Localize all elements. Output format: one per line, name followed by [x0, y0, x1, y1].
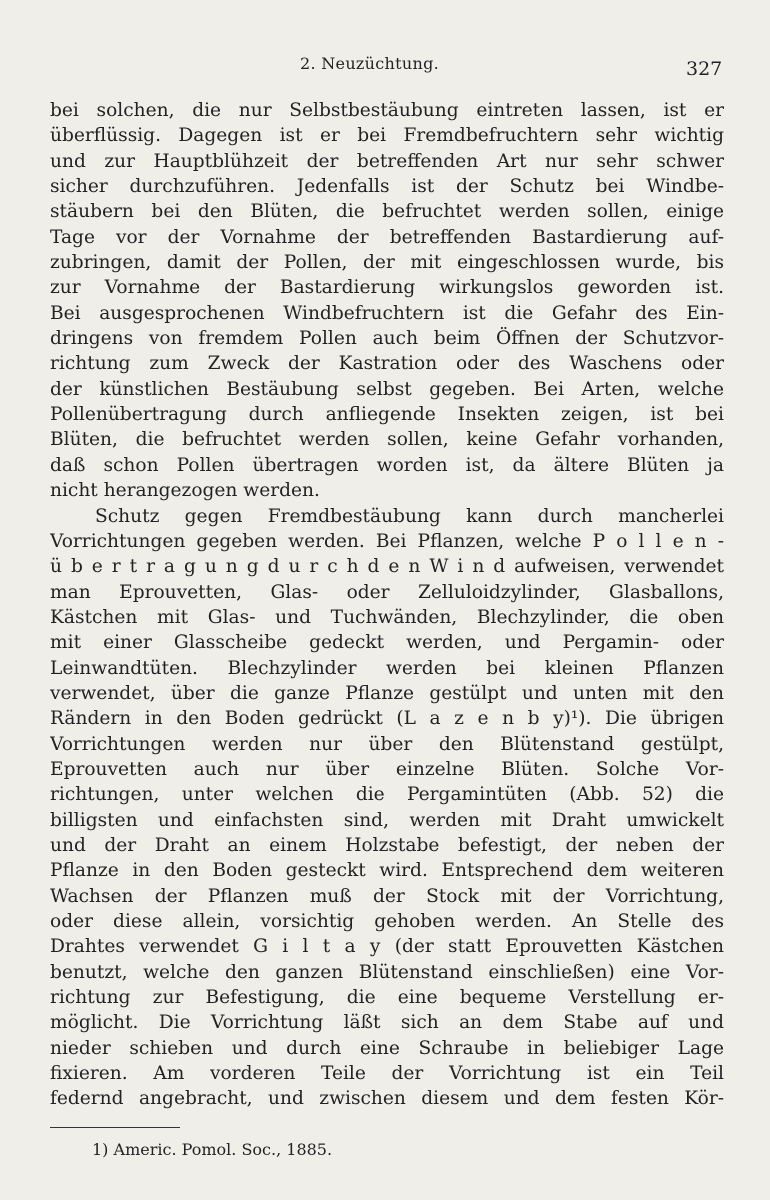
- text-line: mit einer Glasscheibe gedeckt werden, und Pergamin- oder: [50, 632, 724, 654]
- text-line: Bei ausgesprochenen Windbefruchtern ist die Gefahr des Ein-: [50, 302, 724, 324]
- text-line: Schutz gegen Fremdbestäubung kann durch mancherlei: [95, 505, 724, 527]
- text-line: zur Vornahme der Bastardierung wirkungslos geworden ist.: [50, 277, 724, 299]
- text-line: federnd angebracht, und zwischen diesem und dem festen Kör-: [50, 1088, 724, 1110]
- text-line: und zur Hauptblühzeit der betreffenden Art nur sehr schwer: [50, 150, 724, 172]
- text-line: und der Draht an einem Holzstabe befestigt, der neben der: [50, 834, 724, 856]
- text-line: bei solchen, die nur Selbstbestäubung eintreten lassen, ist er: [50, 100, 724, 121]
- page-number: 327: [686, 58, 723, 80]
- text-line: sicher durchzuführen. Jedenfalls ist der Schutz bei Windbe-: [50, 176, 724, 198]
- text-line: Drahtes verwendet G i l t a y (der statt Eprouvetten Kästchen: [50, 936, 724, 958]
- body-text: [50, 98, 724, 1112]
- running-head: [0, 48, 770, 78]
- footnote-marker: 1): [92, 1140, 109, 1159]
- text-line: Pflanze in den Boden gesteckt wird. Entsprechend dem weiteren: [50, 860, 724, 882]
- text-line: Vorrichtungen gegeben werden. Bei Pflanzen, welche P o l l e n -: [50, 530, 724, 552]
- footnote: [92, 1140, 332, 1159]
- text-line: daß schon Pollen übertragen worden ist, da ältere Blüten ja: [50, 454, 724, 476]
- text-line: möglicht. Die Vorrichtung läßt sich an dem Stabe auf und: [50, 1012, 724, 1034]
- text-line: nicht herangezogen werden.: [50, 480, 320, 502]
- text-line: Tage vor der Vornahme der betreffenden Bastardierung auf-: [50, 226, 724, 248]
- text-line: benutzt, welche den ganzen Blütenstand einschließen) eine Vor-: [50, 961, 724, 983]
- text-line: verwendet, über die ganze Pflanze gestülpt und unten mit den: [50, 682, 724, 704]
- text-line: ü b e r t r a g u n g d u r c h d e n W i n d aufweisen, verwendet: [50, 556, 724, 578]
- text-line: man Eprouvetten, Glas- oder Zelluloidzylinder, Glasballons,: [50, 581, 724, 603]
- footnote-text: Americ. Pomol. Soc., 1885.: [113, 1140, 333, 1159]
- footnote-rule: [50, 1127, 180, 1128]
- text-line: Kästchen mit Glas- und Tuchwänden, Blechzylinder, die oben: [50, 606, 724, 628]
- text-line: Rändern in den Boden gedrückt (L a z e n b y)¹). Die übrigen: [50, 708, 724, 730]
- text-line: der künstlichen Bestäubung selbst gegeben. Bei Arten, welche: [50, 378, 724, 400]
- text-line: überflüssig. Dagegen ist er bei Fremdbefruchtern sehr wichtig: [50, 125, 724, 147]
- text-line: Eprouvetten auch nur über einzelne Blüten. Solche Vor-: [50, 758, 724, 780]
- text-line: Wachsen der Pflanzen muß der Stock mit der Vorrichtung,: [50, 885, 724, 907]
- text-line: zubringen, damit der Pollen, der mit eingeschlossen wurde, bis: [50, 252, 724, 274]
- text-line: richtungen, unter welchen die Pergamintüten (Abb. 52) die: [50, 784, 724, 806]
- text-line: stäubern bei den Blüten, die befruchtet werden sollen, einige: [50, 201, 724, 223]
- text-line: Leinwandtüten. Blechzylinder werden bei kleinen Pflanzen: [50, 657, 724, 679]
- text-line: fixieren. Am vorderen Teile der Vorrichtung ist ein Teil: [50, 1063, 724, 1085]
- text-line: nieder schieben und durch eine Schraube in beliebiger Lage: [50, 1037, 724, 1059]
- text-line: Blüten, die befruchtet werden sollen, keine Gefahr vorhanden,: [50, 429, 724, 451]
- text-line: Vorrichtungen werden nur über den Blütenstand gestülpt,: [50, 733, 724, 755]
- text-line: Pollenübertragung durch anfliegende Insekten zeigen, ist bei: [50, 404, 724, 426]
- text-line: billigsten und einfachsten sind, werden mit Draht umwickelt: [50, 809, 724, 831]
- chapter-title: 2. Neuzüchtung.: [300, 54, 439, 73]
- text-line: richtung zur Befestigung, die eine bequeme Verstellung er-: [50, 987, 724, 1009]
- text-line: richtung zum Zweck der Kastration oder des Waschens oder: [50, 353, 724, 375]
- text-line: dringens von fremdem Pollen auch beim Öffnen der Schutzvor-: [50, 328, 724, 350]
- text-line: oder diese allein, vorsichtig gehoben werden. An Stelle des: [50, 911, 724, 932]
